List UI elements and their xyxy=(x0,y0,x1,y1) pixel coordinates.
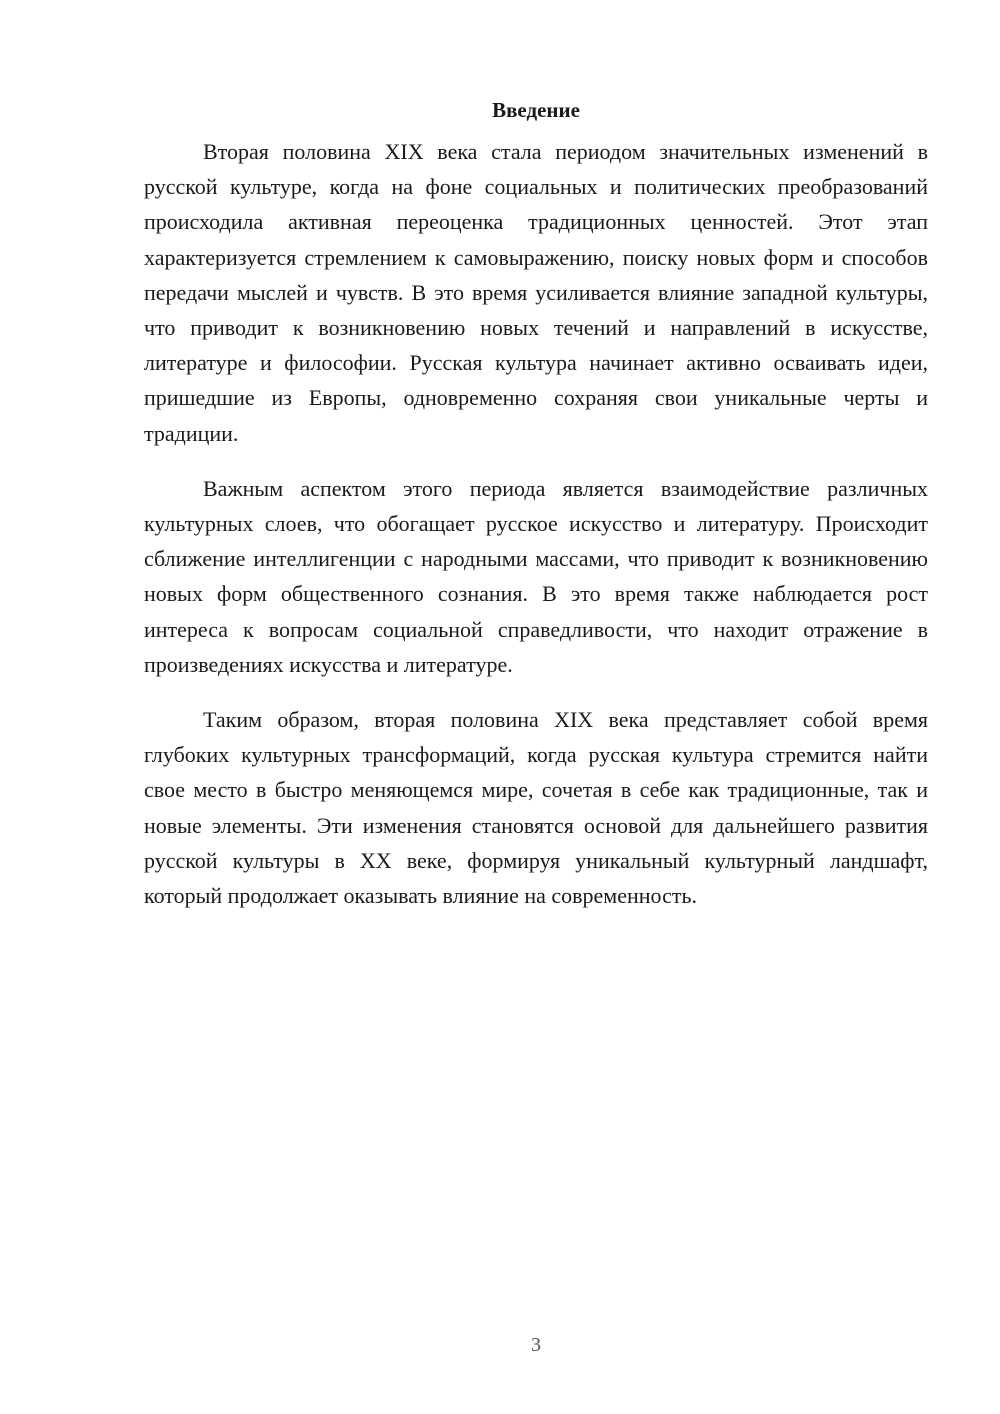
section-heading: Введение xyxy=(492,98,580,122)
page-content xyxy=(144,93,928,933)
paragraph-3: Таким образом, вторая половина XIX века представляет собой время глубоких культурных трансформаций, когда русская культура стремится найти свое место в быстро меняющемся мире, сочетая в себе как традиционные, так и новые элементы. Эти изменения становятся основой для дальнейшего развития русской культуры в XX веке, формируя уникальный культурный ландшафт, который продолжает оказывать влияние на современность. xyxy=(144,707,928,909)
paragraph-2: Важным аспектом этого периода является взаимодействие различных культурных слоев, что обогащает русское искусство и литературу. Происходит сближение интеллигенции с народными массами, что приводит к возникновению новых форм общественного сознания. В это время также наблюдается рост интереса к вопросам социальной справедливости, что находит отражение в произведениях искусства и литературе. xyxy=(144,475,928,677)
page-number: 3 xyxy=(531,1334,541,1356)
paragraph-1: Вторая половина XIX века стала периодом значительных изменений в русской культуре, когда на фоне социальных и политических преобразований происходила активная переоценка традиционных ценностей. Этот этап характеризуется стремлением к самовыражению, поиску новых форм и способов передачи мыслей и чувств. В это время усиливается влияние западной культуры, что приводит к возникновению новых течений и направлений в искусстве, литературе и философии. Русская культура начинает активно осваивать идеи, пришедшие из Европы, одновременно сохраняя свои уникальные черты и традиции. xyxy=(144,139,928,446)
